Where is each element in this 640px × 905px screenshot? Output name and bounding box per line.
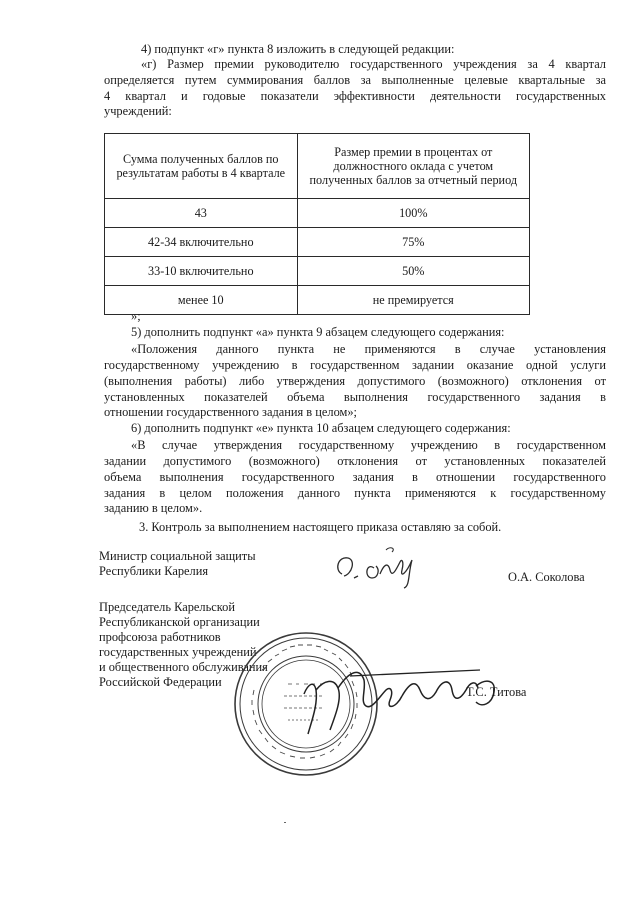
header-score: Сумма полученных баллов по результатам работы в 4 квартале xyxy=(105,134,298,199)
chairman-title-line6: Российской Федерации xyxy=(99,675,222,689)
para5-line5: отношении государственного задания в целом»; xyxy=(104,405,358,419)
cell-bonus: не премируется xyxy=(297,286,529,315)
para4-line1: 4) подпункт «г» пункта 8 изложить в следующей редакции: xyxy=(141,42,455,56)
para6-line1: «В случае утверждения государственному учреждению в государственном xyxy=(131,438,606,452)
para5-line3: (выполнения работы) либо утверждения допустимого (возможного) отклонения от xyxy=(104,374,606,388)
minister-signature-icon xyxy=(330,540,440,590)
para6-line2: задании допустимого (возможного) отклонения от установленных показателей xyxy=(104,454,606,468)
table-row xyxy=(105,199,530,228)
table-row xyxy=(105,286,530,315)
para3-control: 3. Контроль за выполнением настоящего приказа оставляю за собой. xyxy=(139,520,502,534)
para6-line4: задания в целом положения данного пункта применяются к государственному xyxy=(104,486,606,500)
para5-line1: «Положения данного пункта не применяются в случае установления xyxy=(131,342,606,356)
minister-name: О.А. Соколова xyxy=(508,570,585,584)
chairman-title-line5: и общественного обслуживания xyxy=(99,660,268,674)
para5-line4: установленных показателей объема выполнения государственного задания в xyxy=(104,390,606,404)
cell-bonus: 50% xyxy=(297,257,529,286)
para6-intro: 6) дополнить подпункт «е» пункта 10 абзацем следующего содержания: xyxy=(131,421,511,435)
minister-title-line2: Республики Карелия xyxy=(99,564,209,578)
para4-line3: определяется путем суммирования баллов за выполненные целевые квартальные за xyxy=(104,73,606,87)
para5-line2: государственному учреждению в государственном задании оказание одной услуги xyxy=(104,358,606,372)
minister-title xyxy=(99,549,256,579)
cell-bonus: 100% xyxy=(297,199,529,228)
scan-speck xyxy=(284,822,286,823)
para5-intro: 5) дополнить подпункт «а» пункта 9 абзацем следующего содержания: xyxy=(131,325,505,339)
table-header-row xyxy=(105,134,530,199)
cell-score: 43 xyxy=(105,199,298,228)
chairman-title-line4: государственных учреждений xyxy=(99,645,257,659)
para4-line2: «г) Размер премии руководителю государственного учреждения за 4 квартал xyxy=(141,57,606,71)
table-row xyxy=(105,257,530,286)
cell-score: 33-10 включительно xyxy=(105,257,298,286)
chairman-title-line2: Республиканской организации xyxy=(99,615,260,629)
chairman-title-line3: профсоюза работников xyxy=(99,630,221,644)
para4-line4: 4 квартал и годовые показатели эффективности деятельности государственных xyxy=(104,89,606,103)
minister-title-line1: Министр социальной защиты xyxy=(99,549,256,563)
para6-line3: объема выполнения государственного задания в отношении государственного xyxy=(104,470,606,484)
award-table xyxy=(104,133,530,315)
header-bonus: Размер премии в процентах от должностного оклада с учетом полученных баллов за отчетный период xyxy=(297,134,529,199)
chairman-name: Т.С. Титова xyxy=(466,685,527,699)
table-row xyxy=(105,228,530,257)
para6-line5: заданию в целом». xyxy=(104,501,203,515)
chairman-title-line1: Председатель Карельской xyxy=(99,600,235,614)
cell-bonus: 75% xyxy=(297,228,529,257)
table-close-quote: »; xyxy=(131,309,141,323)
cell-score: 42-34 включительно xyxy=(105,228,298,257)
cell-score: менее 10 xyxy=(105,286,298,315)
para4-line5: учреждений: xyxy=(104,104,172,118)
